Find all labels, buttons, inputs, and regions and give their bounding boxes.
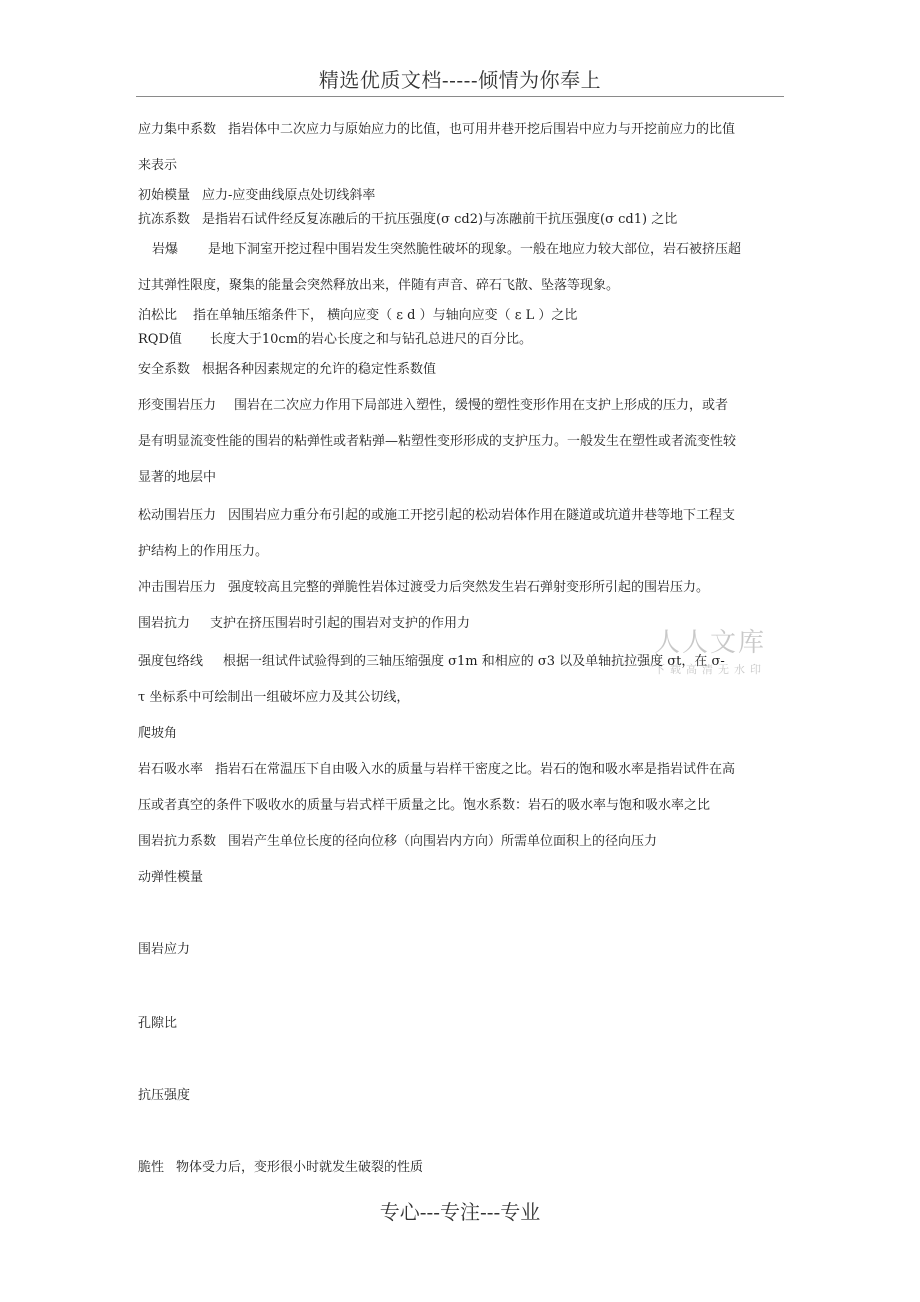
entry-void-ratio [138,1016,189,1032]
term: 围岩抗力系数 [138,834,217,849]
term: 形变围岩压力 [138,398,217,413]
entry-continuation [138,470,216,486]
entry-surrounding-stress [138,942,202,958]
entry-deformation-pressure [138,398,728,414]
entry-continuation [138,278,619,294]
definition: 是指岩石试件经反复冻融后的干抗压强度(σ cd2)与冻融前干抗压强度(σ cd1) 之比 [202,212,678,227]
definition: 根据各种因素规定的允许的稳定性系数值 [202,362,437,377]
watermark-title: 人人文库 [653,628,766,658]
definition: 指岩体中二次应力与原始应力的比值，也可用井巷开挖后围岩中应力与开挖前应力的比值 [228,122,736,137]
entry-initial-modulus [138,188,375,204]
term: 孔隙比 [138,1016,178,1031]
term: 岩爆 [152,242,179,257]
entry-continuation [138,798,710,814]
definition: 支护在挤压围岩时引起的围岩对支护的作用力 [210,616,471,631]
definition: 过其弹性限度，聚集的能量会突然释放出来，伴随有声音、碎石飞散、坠落等现象。 [138,278,620,293]
page-footer: 专心---专注---专业 [379,1200,541,1224]
term: 围岩抗力 [138,616,191,631]
definition: 围岩产生单位长度的径向位移（向围岩内方向）所需单位面积上的径向压力 [228,834,658,849]
definition: τ 坐标系中可绘制出一组破坏应力及其公切线， [138,690,410,705]
entry-water-absorption [138,762,735,778]
entry-rock-resistance [138,616,470,632]
header-rule [136,96,784,97]
term: 抗冻系数 [138,212,191,227]
entry-climb-angle [138,726,189,742]
entry-continuation [138,158,177,174]
entry-stress-concentration [138,122,735,138]
term: 强度包络线 [138,654,204,669]
definition: 护结构上的作用压力。 [138,544,269,559]
page-header: 精选优质文档-----倾情为你奉上 [318,68,602,92]
definition: 物体受力后，变形很小时就发生破裂的性质 [176,1160,424,1175]
entry-safety-factor [138,362,436,378]
entry-poisson-ratio [138,308,577,324]
term: 松动围岩压力 [138,508,217,523]
entry-resistance-coefficient [138,834,657,850]
definition: 来表示 [138,158,178,173]
definition: 指岩石在常温压下自由吸入水的质量与岩样干密度之比。岩石的饱和吸水率是指岩试件在高 [215,762,736,777]
definition: 强度较高且完整的弹脆性岩体过渡受力后突然发生岩石弹射变形所引起的围岩压力。 [228,580,710,595]
entry-frost-coefficient [138,212,677,228]
term: 岩石吸水率 [138,762,204,777]
term: 泊松比 [138,308,178,323]
definition: 长度大于10cm的岩心长度之和与钻孔总进尺的百分比。 [209,332,533,347]
entry-continuation [138,690,409,706]
definition: 是有明显流变性能的围岩的粘弹性或者粘弹—粘塑性变形形成的支护压力。一般发生在塑性或者流变性较 [138,434,737,449]
definition: 显著的地层中 [138,470,217,485]
definition: 围岩在二次应力作用下局部进入塑性，缓慢的塑性变形作用在支护上形成的压力，或者 [234,398,729,413]
term: 冲击围岩压力 [138,580,217,595]
term: 应力集中系数 [138,122,217,137]
entry-rqd [138,332,532,348]
term: 爬坡角 [138,726,178,741]
entry-strength-envelope [138,654,725,670]
definition: 指在单轴压缩条件下， 横向应变（ ε d ）与轴向应变（ ε L ）之比 [193,308,578,323]
entry-continuation [138,434,736,450]
entry-compressive-strength [138,1088,202,1104]
definition: 因围岩应力重分布引起的或施工开挖引起的松动岩体作用在隧道或坑道井巷等地下工程支 [228,508,736,523]
term: 初始模量 [138,188,191,203]
definition: 压或者真空的条件下吸收水的质量与岩式样干质量之比。饱水系数：岩石的吸水率与饱和吸水率之比 [138,798,711,813]
entry-dynamic-modulus [138,870,215,886]
term: 围岩应力 [138,942,191,957]
entry-impact-pressure [138,580,709,596]
definition: 应力-应变曲线原点处切线斜率 [202,188,376,203]
entry-rockburst [152,242,741,258]
definition: 是地下洞室开挖过程中围岩发生突然脆性破坏的现象。一般在地应力较大部位，岩石被挤压超 [208,242,742,257]
term: 动弹性模量 [138,870,204,885]
term: 抗压强度 [138,1088,191,1103]
entry-continuation [138,544,268,560]
definition: 根据一组试件试验得到的三轴压缩强度 σ1m 和相应的 σ3 以及单轴抗拉强度 σt，在 σ- [223,654,725,669]
entry-brittleness [138,1160,423,1176]
term: RQD值 [138,332,182,347]
term: 安全系数 [138,362,191,377]
term: 脆性 [138,1160,165,1175]
watermark-subtitle: 下载高清无水印 [654,663,766,676]
entry-loosening-pressure [138,508,735,524]
